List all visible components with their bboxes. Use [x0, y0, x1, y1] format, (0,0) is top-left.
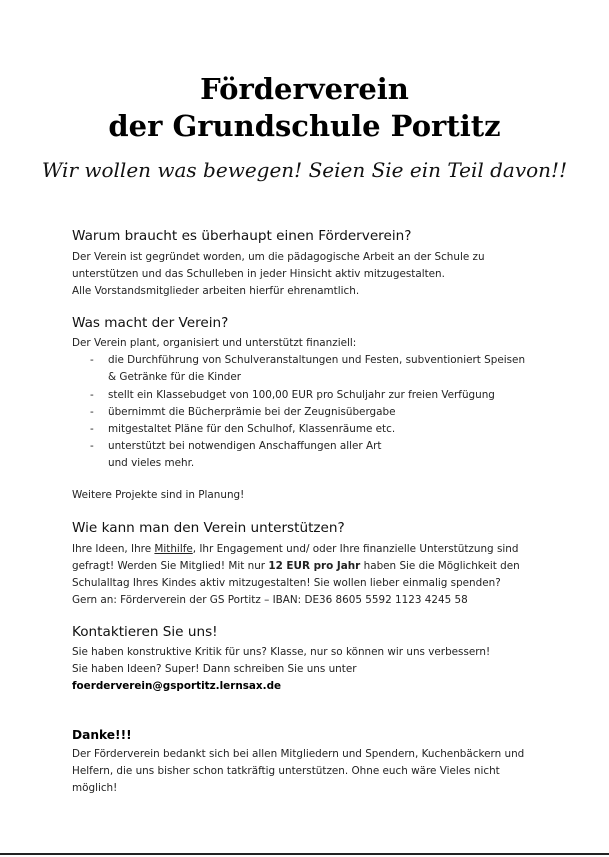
- support-text: haben Sie die Möglichkeit den: [360, 560, 520, 572]
- heading-thanks: Danke!!!: [72, 728, 132, 742]
- bullet-marker: -: [90, 389, 94, 401]
- support-line-3: Schulalltag Ihres Kindes aktiv mitzugestalten! Sie wollen lieber einmalig spenden?: [72, 577, 501, 589]
- bullet-marker: -: [90, 423, 94, 435]
- thanks-line-2: Helfern, die uns bisher schon tatkräftig unterstützen. Ohne euch wäre Vieles nicht: [72, 765, 500, 777]
- support-text: , Ihr Engagement und/ oder Ihre finanzielle Unterstützung sind: [192, 543, 519, 555]
- heading-support: Wie kann man den Verein unterstützen?: [72, 520, 345, 536]
- thanks-line-1: Der Förderverein bedankt sich bei allen Mitgliedern und Spendern, Kuchenbäckern und: [72, 748, 525, 760]
- bullet-item-continued: und vieles mehr.: [108, 457, 195, 469]
- heading-contact: Kontaktieren Sie uns!: [72, 624, 218, 640]
- bullet-marker: -: [90, 406, 94, 418]
- why-line-3: Alle Vorstandsmitglieder arbeiten hierfür ehrenamtlich.: [72, 285, 360, 297]
- contact-line-1: Sie haben konstruktive Kritik für uns? Klasse, nur so können wir uns verbessern!: [72, 646, 491, 658]
- more-projects: Weitere Projekte sind in Planung!: [72, 489, 245, 501]
- bullet-item-continued: & Getränke für die Kinder: [108, 371, 242, 383]
- title-line-2: der Grundschule Portitz: [108, 109, 501, 143]
- mithilfe-underlined: Mithilfe: [154, 543, 193, 555]
- why-line-1: Der Verein ist gegründet worden, um die pädagogische Arbeit an der Schule zu: [72, 251, 485, 263]
- support-line-1: [72, 541, 518, 558]
- bullet-item: übernimmt die Bücherprämie bei der Zeugnisübergabe: [108, 406, 396, 418]
- membership-fee: 12 EUR pro Jahr: [268, 560, 361, 572]
- support-text: Ihre Ideen, Ihre: [72, 543, 155, 555]
- bullet-marker: -: [90, 354, 94, 366]
- bullet-item: die Durchführung von Schulveranstaltungen und Festen, subventioniert Speisen: [108, 354, 526, 366]
- title-line-1: Förderverein: [200, 72, 409, 106]
- support-line-2: [72, 558, 520, 575]
- page-bottom-border: [0, 853, 609, 855]
- slogan: Wir wollen was bewegen! Seien Sie ein Teil davon!!: [41, 158, 568, 182]
- bullet-item: stellt ein Klassebudget von 100,00 EUR pro Schuljahr zur freien Verfügung: [108, 389, 495, 401]
- why-line-2: unterstützen und das Schulleben in jeder Hinsicht aktiv mitzugestalten.: [72, 268, 445, 280]
- what-intro: Der Verein plant, organisiert und unterstützt finanziell:: [72, 337, 357, 349]
- support-text: gefragt! Werden Sie Mitglied! Mit nur: [72, 560, 269, 572]
- thanks-line-3: möglich!: [72, 782, 118, 794]
- support-line-4-iban: Gern an: Förderverein der GS Portitz – IBAN: DE36 8605 5592 1123 4245 58: [72, 594, 468, 606]
- heading-why: Warum braucht es überhaupt einen Förderverein?: [72, 228, 412, 244]
- bullet-item: mitgestaltet Pläne für den Schulhof, Klassenräume etc.: [108, 423, 396, 435]
- bullet-item: unterstützt bei notwendigen Anschaffungen aller Art: [108, 440, 382, 452]
- contact-line-2: Sie haben Ideen? Super! Dann schreiben Sie uns unter: [72, 663, 357, 675]
- contact-email[interactable]: foerderverein@gsportitz.lernsax.de: [72, 680, 282, 692]
- bullet-marker: -: [90, 440, 94, 452]
- heading-what: Was macht der Verein?: [72, 315, 229, 331]
